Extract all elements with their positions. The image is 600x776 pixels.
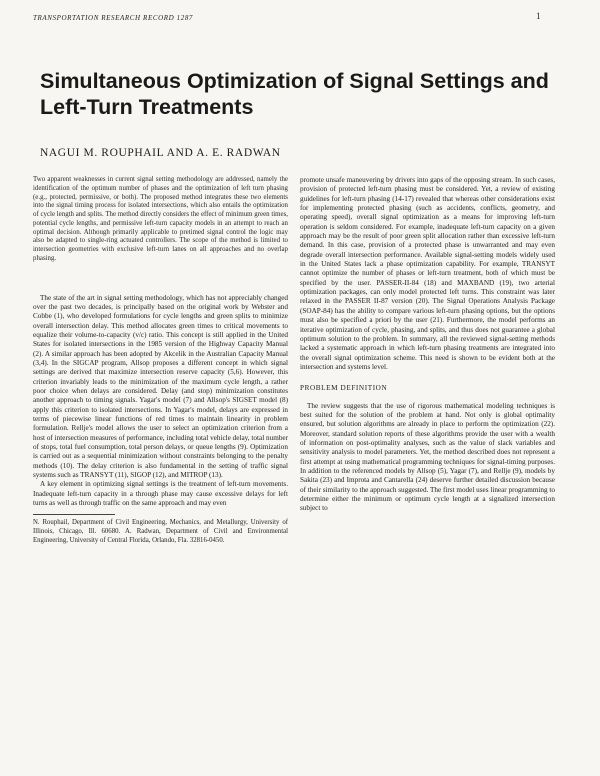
body-paragraph: The review suggests that the use of rigorous mathematical modeling techniques is best suited for the solution of the problem at hand. Not only is global optimality ensured, but solution algorithms are already in place to perform the optimization (22). Moreover, standard solution reports of these algorithms provide the user with a wealth of information on post-optimality analyses, such as the value of slack variables and sensitivity analysis to model parameters. Yet, the method described does not represent a first attempt at using mathematical programming techniques for signal-timing purposes. In addition to the referenced models by Allsop (5), Yagar (7), and Rellje (9), models by Sakita (23) and Improta and Cantarella (24) deserve further detailed discussion because of their similarity to the approach suggested. The first model uses linear programming to determine either the minimum or optimum cycle length at a signalized intersection subject to	[300, 401, 555, 513]
section-heading: PROBLEM DEFINITION	[300, 384, 388, 393]
body-paragraph: promote unsafe maneuvering by drivers into gaps of the opposing stream. In such cases, provision of protected left-turn phasing must be considered. Yet, a review of existing guidelines for left-turn phasing (14-17) revealed that whereas other considerations exist for implementing protected phasing (such as accidents, conflicts, geometry, and operating speed), overall signal optimization as a means for improving left-turn operation is seldom considered. For example, inadequate left-turn capacity on a given approach may be the result of poor green split allocation rather than excessive left-turn demand. In this case, provision of a protected phase is unwarranted and may even degrade overall intersection performance. Available signal-setting models widely used in the United States lack a phase optimization capability. For example, TRANSYT cannot optimize the number of phases or left-turn treatment, both of which must be specified by the user. PASSER-II-84 (18) and MAXBAND (19), two arterial optimization packages, can only model protected left turns. This constraint was later relaxed in the PASSER II-87 version (20). The Signal Operations Analysis Package (SOAP-84) has the ability to compare various left-turn phasing options, but the options must also be specified a priori by the user (21). Furthermore, the model performs an iterative optimization of cycle, phasing, and splits, and thus does not guarantee a global optimum solution to the problem. In summary, all the reviewed signal-setting methods lacked a systematic approach in which left-turn phasing treatments are integrated into the overall signal optimization scheme. This need is shown to be evident both at the intersection and systems level.	[300, 176, 555, 371]
right-column	[300, 176, 555, 514]
authors: NAGUI M. ROUPHAIL AND A. E. RADWAN	[40, 147, 281, 159]
abstract: Two apparent weaknesses in current signal setting methodology are addressed, namely the identification of the optimum number of phases and the optimization of left turn phasing (e.g., protected, permissive, or both). The proposed method integrates these two elements into the signal timing process for isolated intersections, which also entails the optimization of cycle length and splits. The method directly considers the effect of minimum green times, potential cycle lengths, and permissive left-turn capacity models in an attempt to reach an optimal decision. Although primarily applicable to pretimed signal control the logic may also be adapted to single-ring actuated controllers. The scope of the method is limited to intersection geometries with exclusive left-turn lanes on all approaches and no overlap phasing.	[33, 176, 288, 262]
body-paragraph: The state of the art in signal setting methodology, which has not appreciably changed over the past two decades, is principally based on the original work by Webster and Cobbe (1), who developed formulations for cycle lengths and green splits to minimize overall intersection delay. This method allocates green times to critical movements to equalize their volume-to-capacity (v/c) ratio. This concept is still applied in the United States for isolated intersections in the 1985 version of the Highway Capacity Manual (2). A similar approach has been adopted by Akcelik in the Australian Capacity Manual (3,4). In the SIGCAP program, Allsop proposes a different concept in which signal settings are derived that maximize intersection reserve capacity (5,6). However, this criterion invariably leads to the minimization of the maximum cycle length, a rather poor choice when delays are considered. Delay (and stop) minimization constitutes another approach to timing signals. Yagar's model (7) and Allsop's SIGSET model (8) apply this criterion to isolated intersections. In Yagar's model, delays are expressed in terms of piecewise linear functions of red times to maintain linearity in problem formulation. Rellje's model allows the user to select an optimization criterion from a host of intersection measures of performance, including total vehicle delay, total number of stops, total fuel consumption, total person delays, or queue lengths (9). Optimization is carried out as a sequential minimization without constraints belonging to the penalty methods (10). The delay criterion is also fundamental in the setting of traffic signal systems such as TRANSYT (11), SIGOP (12), and MITROP (13).	[33, 293, 288, 480]
paper-title: Simultaneous Optimization of Signal Settings and Left-Turn Treatments	[40, 69, 549, 119]
page-number: 1	[536, 11, 541, 21]
journal-header: TRANSPORTATION RESEARCH RECORD 1287	[33, 14, 194, 22]
body-paragraph: A key element in optimizing signal settings is the treatment of left-turn movements. Inadequate left-turn capacity in a through phase may cause excessive delays for left turns as well as through traffic on the same approach and may even	[33, 480, 288, 508]
left-column	[33, 176, 288, 545]
footnote-divider	[33, 514, 115, 515]
author-footnote: N. Rouphail, Department of Civil Engineering, Mechanics, and Metallurgy, University of Illinois, Chicago, Ill. 60680. A. Radwan, Department of Civil and Environmental Engineering, University of Central Florida, Orlando, Fla. 32816-0450.	[33, 519, 288, 544]
